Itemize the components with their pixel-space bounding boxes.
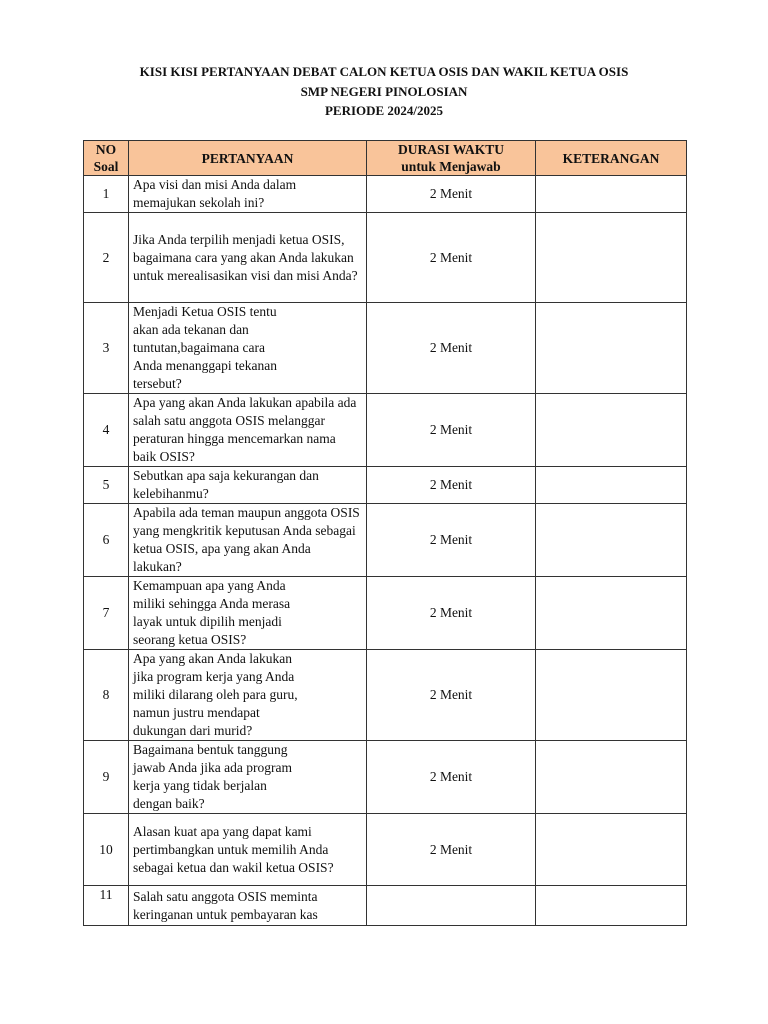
duration-cell xyxy=(367,886,536,926)
table-row xyxy=(84,176,687,213)
row-number: 2 xyxy=(84,213,129,303)
header-duration-line2: untuk Menjawab xyxy=(401,159,501,174)
question-text: Bagaimana bentuk tanggung jawab Anda jika ada program kerja yang tidak berjalan dengan baik? xyxy=(129,741,367,814)
remarks-cell xyxy=(536,650,687,741)
row-number: 8 xyxy=(84,650,129,741)
duration-cell: 2 Menit xyxy=(367,650,536,741)
row-number: 1 xyxy=(84,176,129,213)
question-text: Apa yang akan Anda lakukan apabila ada salah satu anggota OSIS melanggar peraturan hingga mencemarkan nama baik OSIS? xyxy=(129,394,367,467)
remarks-cell xyxy=(536,577,687,650)
remarks-cell xyxy=(536,741,687,814)
remarks-cell xyxy=(536,886,687,926)
remarks-cell xyxy=(536,467,687,504)
table-row xyxy=(84,741,687,814)
question-text: Salah satu anggota OSIS meminta keringanan untuk pembayaran kas xyxy=(129,886,367,926)
duration-cell: 2 Menit xyxy=(367,176,536,213)
table-row xyxy=(84,467,687,504)
remarks-cell xyxy=(536,176,687,213)
remarks-cell xyxy=(536,814,687,886)
row-number: 11 xyxy=(84,886,129,926)
table-row xyxy=(84,303,687,394)
duration-cell: 2 Menit xyxy=(367,303,536,394)
table-header-row xyxy=(84,141,687,176)
remarks-cell xyxy=(536,504,687,577)
duration-cell: 2 Menit xyxy=(367,467,536,504)
table-row xyxy=(84,886,687,926)
title-line-2: SMP NEGERI PINOLOSIAN xyxy=(300,83,468,99)
duration-cell: 2 Menit xyxy=(367,741,536,814)
duration-cell: 2 Menit xyxy=(367,504,536,577)
header-no xyxy=(84,141,129,176)
duration-cell: 2 Menit xyxy=(367,814,536,886)
question-text: Jika Anda terpilih menjadi ketua OSIS, bagaimana cara yang akan Anda lakukan untuk merealisasikan visi dan misi Anda? xyxy=(129,213,367,303)
remarks-cell xyxy=(536,213,687,303)
title-line-1: KISI KISI PERTANYAAN DEBAT CALON KETUA OSIS DAN WAKIL KETUA OSIS xyxy=(139,64,629,79)
table-row xyxy=(84,213,687,303)
question-text: Apa yang akan Anda lakukan jika program kerja yang Anda miliki dilarang oleh para guru, namun justru mendapat dukungan dari murid? xyxy=(129,650,367,741)
title-line-3: PERIODE 2024/2025 xyxy=(324,103,444,118)
header-duration-line1: DURASI WAKTU xyxy=(398,142,504,157)
question-text: Alasan kuat apa yang dapat kami pertimbangkan untuk memilih Anda sebagai ketua dan wakil ketua OSIS? xyxy=(129,814,367,886)
header-remarks: KETERANGAN xyxy=(536,141,687,176)
header-question: PERTANYAAN xyxy=(129,141,367,176)
remarks-cell xyxy=(536,303,687,394)
row-number: 3 xyxy=(84,303,129,394)
header-duration xyxy=(367,141,536,176)
table-row xyxy=(84,394,687,467)
row-number: 7 xyxy=(84,577,129,650)
header-no-line1: NO xyxy=(95,142,117,157)
question-text: Sebutkan apa saja kekurangan dan kelebihanmu? xyxy=(129,467,367,504)
questions-table xyxy=(83,140,687,926)
row-number: 9 xyxy=(84,741,129,814)
header-no-line2: Soal xyxy=(93,159,119,174)
remarks-cell xyxy=(536,394,687,467)
table-row xyxy=(84,814,687,886)
table-row xyxy=(84,650,687,741)
question-text: Apa visi dan misi Anda dalam memajukan sekolah ini? xyxy=(129,176,367,213)
duration-cell: 2 Menit xyxy=(367,213,536,303)
table-row xyxy=(84,504,687,577)
question-text: Menjadi Ketua OSIS tentu akan ada tekanan dan tuntutan,bagaimana cara Anda menanggapi tekanan tersebut? xyxy=(129,303,367,394)
row-number: 5 xyxy=(84,467,129,504)
question-text: Kemampuan apa yang Anda miliki sehingga Anda merasa layak untuk dipilih menjadi seorang ketua OSIS? xyxy=(129,577,367,650)
duration-cell: 2 Menit xyxy=(367,577,536,650)
question-text: Apabila ada teman maupun anggota OSIS yang mengkritik keputusan Anda sebagai ketua OSIS, apa yang akan Anda lakukan? xyxy=(129,504,367,577)
row-number: 6 xyxy=(84,504,129,577)
duration-cell: 2 Menit xyxy=(367,394,536,467)
table-row xyxy=(84,577,687,650)
document-title xyxy=(0,62,768,121)
row-number: 10 xyxy=(84,814,129,886)
row-number: 4 xyxy=(84,394,129,467)
